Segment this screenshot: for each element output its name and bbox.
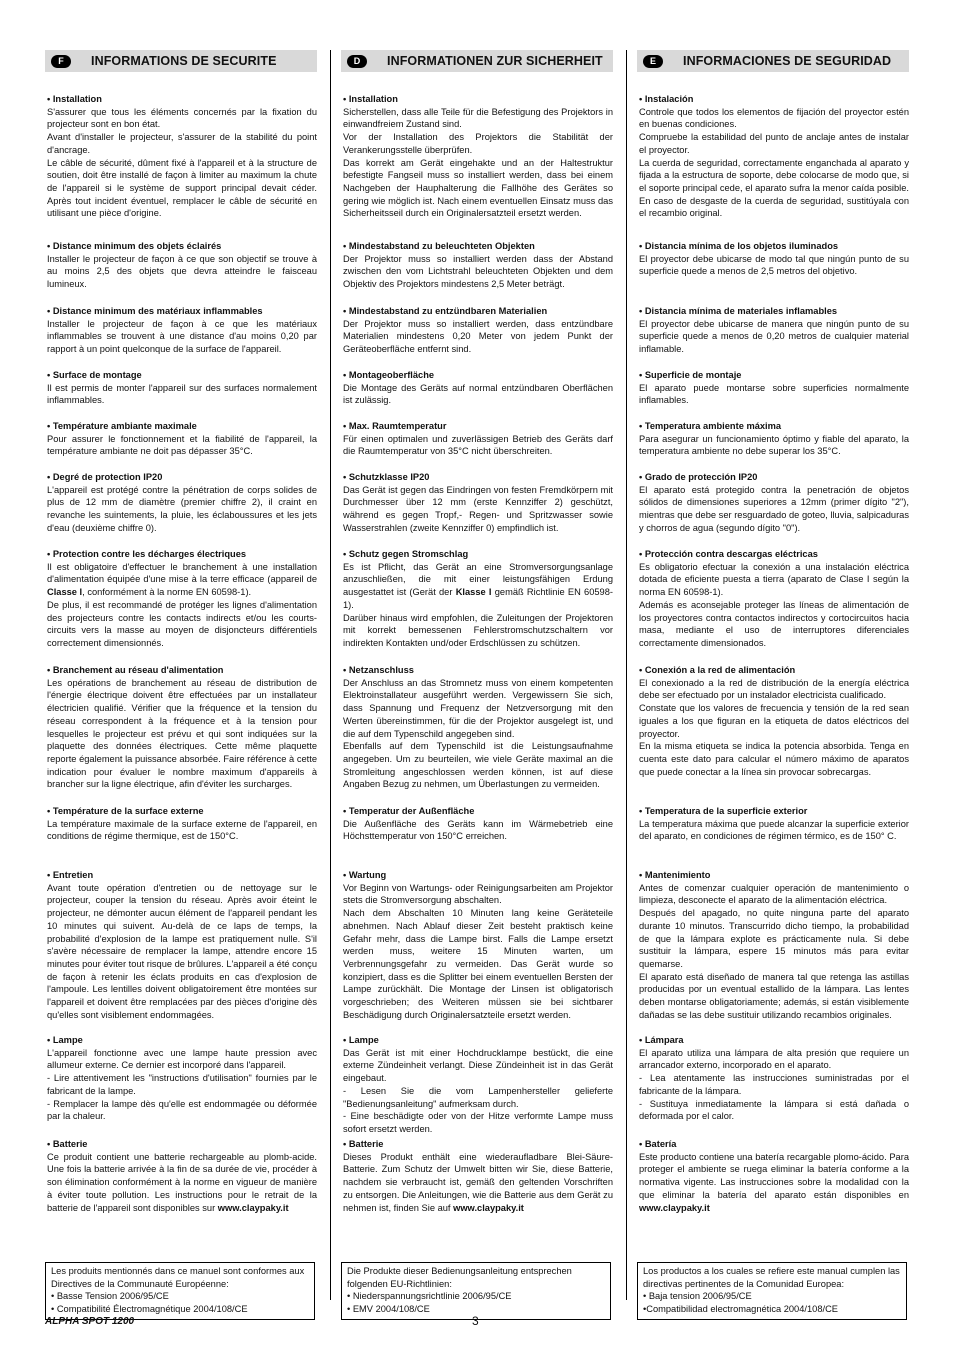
safety-section-text: Das Gerät ist gegen das Eindringen von festen Fremdkörpern mit Durchmesser über 12 mm (erste Kennziffer 2) geschützt, während es gegen Tropf,- Regen- und Spritzwasser sowie Wasserstrahlen (zweite Kennziffer 0) empfindlich ist. — [343, 484, 613, 533]
safety-section-title: • Wartung — [343, 870, 387, 880]
safety-section — [639, 240, 909, 278]
safety-section-text: Ce produit contient une batterie rechargeable au plomb-acide. Une fois la batterie arrivée à la fin de sa durée de vie, procéder à son élimination conformément à la norme en vigueur de manière à éviter toute pollution. Les instructions pour le retrait de la batterie de l'appareil sont disponibles sur www.claypaky.it — [47, 1151, 317, 1213]
safety-section-text: El proyector debe ubicarse de modo tal que ningún punto de su superficie quede a menos de 2,5 metros del objetivo. — [639, 253, 909, 277]
safety-section-title: • Batterie — [47, 1139, 88, 1149]
section-body — [45, 72, 317, 1315]
safety-section-title: • Schutz gegen Stromschlag — [343, 549, 469, 559]
safety-section-text: S'assurer que tous les éléments concernés par la fixation du projecteur sont en bon état. Avant d'installer le projecteur, s'assurer de la stabilité du point d'ancrage. Le câble de sécurité, dûment fixé à l'appareil et à la structure de soutien, doit être installé de façon à limiter au maximum la chute de l'appareil si le système de support principal devait céder. Après tout incident éventuel, remplacer le câble de sécurité en utilisant une pièce d'origine. — [47, 106, 317, 219]
safety-section-text: Installer le projecteur de façon à ce que les matériaux inflammables se trouvent à une distance d'au moins 0,20 par rapport à un point quelconque de la surface de l'appareil. — [47, 318, 317, 355]
safety-section-title: • Lampe — [47, 1035, 83, 1045]
compliance-notice — [45, 1262, 315, 1320]
safety-section — [47, 869, 317, 1021]
safety-section-text: Il est obligatoire d'effectuer le branchement à une installation d'alimentation équipée d'une mise à la terre efficace (appareil de Classe I, conformément à la norme EN 60598-1). De plus, il est recommandé de protéger les lignes d'alimentation des projecteurs contre les contacts indirects et/ou les courts-circuits vers la masse au moyen de disjoncteurs différentiels correctement dimensionnés. — [47, 561, 317, 648]
safety-section-text: Les opérations de branchement au réseau de distribution de l'énergie électrique doivent être effectuées par un installateur électricien qualifié. Vérifier que la fréquence et la tension du réseau correspondent à la fréquence et à la tension pour lesquelles le projecteur est prévu et qui sont indiquées sur la plaquette des données électriques. Cette même plaquette reporte également la puissance absorbée. Faire référence à cette indication pour évaluer le nombre maximum d'appareils à brancher sur la ligne électrique, afin d'éviter les surcharges. — [47, 677, 317, 790]
safety-section-text: Der Projektor muss so installiert werden dass der Abstand zwischen den vom Lichtstrahl beleuchteten Objekten und dem Objektiv des Projektors mindestens 2,5 Meter beträgt. — [343, 253, 613, 290]
safety-section-title: • Distancia mínima de los objetos iluminados — [639, 241, 839, 251]
safety-section-title: • Degré de protection IP20 — [47, 472, 163, 482]
safety-section-title: • Batería — [639, 1139, 677, 1149]
compliance-notice — [637, 1262, 907, 1320]
safety-section — [639, 664, 909, 778]
safety-section-text: L'appareil fonctionne avec une lampe haute pression avec allumeur externe. Ce dernier est incorporé dans l'appareil. - Lire attentivement les "instructions d'utilisation" fournies par le fabricant de la lampe. - Remplacer la lampe dès qu'elle est endommagée ou déformée par la chaleur. — [47, 1047, 317, 1122]
safety-section-text: Für einen optimalen und zuverlässigen Betrieb des Geräts darf die Raumtemperatur von 35°C nicht überschreiten. — [343, 433, 613, 457]
compliance-line: Los productos a los cuales se refiere este manual cumplen las directivas pertinentes de la Comunidad Europea: — [643, 1266, 900, 1289]
compliance-line: • Niederspannungsrichtlinie 2006/95/CE — [347, 1291, 512, 1302]
compliance-line: Die Produkte dieser Bedienungsanleitung entsprechen folgenden EU-Richtlinien: — [347, 1266, 572, 1289]
safety-section — [639, 1034, 909, 1123]
safety-section-title: • Surface de montage — [47, 370, 142, 380]
safety-section — [343, 548, 613, 650]
safety-section — [47, 471, 317, 535]
column-french — [45, 50, 317, 1315]
safety-section-title: • Instalación — [639, 94, 694, 104]
column-divider — [330, 50, 331, 1300]
safety-section-text: Dieses Produkt enthält eine wiederaufladbare Blei-Säure-Batterie. Zum Schutz der Umwelt bitten wir Sie, diese Batterie, nachdem sie verbraucht ist, gemäß den geltenden Vorschriften zu entsorgen. Die Anleitungen, wie die Batterie aus dem Gerät zu nehmen ist, finden Sie auf www.claypaky.it — [343, 1151, 613, 1213]
safety-section-title: • Netzanschluss — [343, 665, 414, 675]
safety-section-text: Sicherstellen, dass alle Teile für die Befestigung des Projektors in einwandfreiem Zustand sind. Vor der Installation des Projektors die Stabilität der Verankerungsstelle überprüfen. Das korrekt am Gerät eingehakte und an der Haltestruktur befestigte Fangseil muss so installiert werden, dass bei einem Nachgeben der Hauphalterung die Fallhöhe des Gerätes so gering wie möglich ist. Nach einem eventuellen Einsatz muss das Sicherheitsseil durch ein Originalersatzteil ersetzt werden. — [343, 106, 613, 219]
safety-section — [47, 369, 317, 407]
language-badge: E — [643, 55, 663, 68]
safety-section — [47, 664, 317, 791]
safety-section-title: • Grado de protección IP20 — [639, 472, 758, 482]
safety-section — [639, 548, 909, 650]
safety-section-title: • Mindestabstand zu entzündbaren Materialien — [343, 306, 548, 316]
safety-section-title: • Montageoberfläche — [343, 370, 435, 380]
safety-section-title: • Distancia mínima de materiales inflamables — [639, 306, 838, 316]
safety-section-title: • Température ambiante maximale — [47, 421, 197, 431]
safety-section-title: • Protección contra descargas eléctricas — [639, 549, 818, 559]
compliance-notice — [341, 1262, 611, 1320]
safety-section — [639, 805, 909, 843]
safety-section-title: • Installation — [47, 94, 102, 104]
safety-section-title: • Température de la surface externe — [47, 806, 204, 816]
safety-section — [343, 664, 613, 791]
safety-section — [343, 305, 613, 356]
safety-section-text: L'appareil est protégé contre la pénétration de corps solides de plus de 12 mm de diamètre (premier chiffre 2), il craint en revanche les suintements, la pluie, les éclaboussures et les jets d'eau (deuxième chiffre 0). — [47, 484, 317, 533]
safety-section-title: • Entretien — [47, 870, 94, 880]
safety-section-text: Este producto contiene una batería recargable plomo-ácido. Para proteger el ambiente se ruega eliminar la batería conforme a la normativa vigente. Las instrucciones sobre la modalidad con la que eliminar la batería del aparato están disponibles en www.claypaky.it — [639, 1151, 909, 1213]
compliance-line: •Compatibilidad electromagnética 2004/108/CE — [643, 1304, 838, 1315]
safety-section-text: El aparato está protegido contra la penetración de objetos sólidos de dimensiones superiores a 12mm (primer dígito "2"), mientras que debe ser resguardado de goteo, lluvia, salpicaduras y chorros de agua (segundo dígito "0"). — [639, 484, 909, 533]
safety-section-text: Vor Beginn von Wartungs- oder Reinigungsarbeiten am Projektor stets die Stromversorgung abschalten. Nach dem Abschalten 10 Minuten lang keine Geräteteile abnehmen. Nach Ablauf dieser Zeit besteht praktisch keine Gefahr mehr, dass die Lampe birst. Falls die Lampe ersetzt werden muss, weitere 15 Minuten warten, um Verbrennungsgefahr zu vermeiden. Das Gerät wurde so konzipiert, dass es die Splitter bei einem eventuellen Bersten der Lampe zurückhält. Die Montage der Linsen ist obligatorisch vorgeschrieben; des Weiteren müssen sie bei sichtbarer Beschädigung durch Originalersatzteile ersetzt werden. — [343, 882, 613, 1020]
safety-section-text: El proyector debe ubicarse de manera que ningún punto de su superficie quede a menos de 0,20 metros de cualquier material inflamable. — [639, 318, 909, 355]
safety-section — [639, 471, 909, 535]
safety-section-title: • Max. Raumtemperatur — [343, 421, 447, 431]
footer-brand: ALPHA SPOT 1200 — [45, 1316, 135, 1327]
safety-section — [639, 369, 909, 407]
safety-section-text: El aparato utiliza una lámpara de alta presión que requiere un arrancador externo, incorporado en el aparato. - Lea atentamente las instrucciones suministradas por el fabricante de la lámpara. - Sustituya inmediatamente la lámpara si está dañada o deformada por el calor. — [639, 1047, 909, 1122]
safety-section-text: La temperatura máxima que puede alcanzar la superficie exterior del aparato, en condiciones de régimen térmico, es de 150° C. — [639, 818, 909, 842]
section-heading: INFORMACIONES DE SEGURIDAD — [683, 54, 892, 68]
safety-section — [343, 93, 613, 220]
safety-section-title: • Temperatura de la superficie exterior — [639, 806, 808, 816]
safety-section-title: • Batterie — [343, 1139, 384, 1149]
safety-section-title: • Lampe — [343, 1035, 379, 1045]
safety-section-title: • Mindestabstand zu beleuchteten Objekten — [343, 241, 535, 251]
safety-section — [639, 93, 909, 220]
section-heading: INFORMATIONEN ZUR SICHERHEIT — [387, 54, 603, 68]
safety-section-title: • Superficie de montaje — [639, 370, 742, 380]
safety-section-text: La température maximale de la surface externe de l'appareil, en conditions de régime thermique, est de 150°C. — [47, 818, 317, 842]
safety-section-text: Para asegurar un funcionamiento óptimo y fiable del aparato, la temperatura ambiente no debe superar los 35°C. — [639, 433, 909, 457]
safety-section-title: • Mantenimiento — [639, 870, 711, 880]
safety-section-title: • Temperatur der Außenfläche — [343, 806, 475, 816]
safety-section-text: Der Projektor muss so installiert werden, dass entzündbare Materialien mindestens 0,20 Meter von jedem Punkt der Geräteoberfläche entfernt sind. — [343, 318, 613, 355]
safety-section-text: Es ist Pflicht, das Gerät an eine Stromversorgungsanlage anzuschließen, die mit einer leistungsfähigen Erdung ausgestattet ist (Gerät der Klasse I gemäß Richtlinie EN 60598-1). Darüber hinaus wird empfohlen, die Zuleitungen der Projektoren mit korrekt bemessenen Fehlerstromschutzschaltern vor indirekten Kontakten und/oder Erdschlüssen zu schützen. — [343, 561, 613, 648]
safety-section — [639, 1138, 909, 1214]
safety-section-text: Die Außenfläche des Geräts kann im Wärmebetrieb eine Höchsttemperatur von 150°C erreichen. — [343, 818, 613, 842]
compliance-line: • Basse Tension 2006/95/CE — [51, 1291, 169, 1302]
safety-section — [343, 240, 613, 291]
safety-section — [47, 548, 317, 650]
safety-section — [343, 471, 613, 535]
safety-section — [343, 369, 613, 407]
safety-section-text: Antes de comenzar cualquier operación de mantenimiento o limpieza, desconecte el aparato de la alimentación eléctrica. Después del apagado, no quite ninguna parte del aparato durante 10 minutos. Transcurrido dicho tiempo, la probabilidad de que la lámpara explote es prácticamente nula. Si debe sustituir la lámpara, espere 15 minutos más para evitar quemarse. El aparato está diseñado de manera tal que retenga las astillas producidas por un eventual estallido de la lámpara. Las lentes deben montarse obligatoriamente; además, si están visiblemente dañadas se las debe sustituir utilizando recambios originales. — [639, 882, 909, 1020]
safety-section-text: Il est permis de monter l'appareil sur des surfaces normalement inflammables. — [47, 382, 317, 406]
section-header — [341, 50, 613, 72]
safety-section — [47, 93, 317, 220]
safety-section-title: • Temperatura ambiente máxima — [639, 421, 782, 431]
safety-section-title: • Protection contre les décharges électriques — [47, 549, 247, 559]
safety-section-title: • Lámpara — [639, 1035, 684, 1045]
safety-section — [343, 869, 613, 1021]
safety-section-text: Der Anschluss an das Stromnetz muss von einem kompetenten Elektroinstallateur ausgeführt werden. Vergewissern Sie sich, dass Spannung und Frequenz der Netzversorgung mit den Werten übereinstimmen, für die der Projektor ausgelegt ist, und die auf dem Typenschild angegeben sind. Ebenfalls auf dem Typenschild ist die Leistungsaufnahme angegeben. Um zu beurteilen, wie viele Geräte maximal an die Stromleitung angeschlossen werden können, ist auf diese Angaben Bezug zu nehmen, um Überlastungen zu vermeiden. — [343, 677, 613, 790]
safety-section — [343, 1034, 613, 1136]
compliance-line: • Baja tension 2006/95/CE — [643, 1291, 752, 1302]
safety-section — [343, 805, 613, 843]
safety-section-text: Die Montage des Geräts auf normal entzündbaren Oberflächen ist zulässig. — [343, 382, 613, 406]
safety-section-text: Es obligatorio efectuar la conexión a una instalación eléctrica dotada de eficiente puesta a tierra (aparato de Clase I según la norma EN 60598-1). Además es aconsejable proteger las líneas de alimentación de los proyectores contra contactos indirectos y cortocircuitos hacia masa, mediante el uso de interruptores diferenciales correctamente dimensionados. — [639, 561, 909, 648]
page-number: 3 — [472, 1314, 479, 1328]
section-heading: INFORMATIONS DE SECURITE — [91, 54, 277, 68]
safety-section — [47, 1034, 317, 1123]
safety-section — [639, 305, 909, 356]
safety-section-title: • Branchement au réseau d'alimentation — [47, 665, 224, 675]
language-badge: D — [347, 55, 367, 68]
safety-section-title: • Installation — [343, 94, 398, 104]
compliance-line: • EMV 2004/108/CE — [347, 1304, 430, 1315]
section-header — [45, 50, 317, 72]
safety-section-text: El conexionado a la red de distribución de la energía eléctrica debe ser efectuado por un instalador electricista cualificado. Constate que los valores de frecuencia y tensión de la red sean iguales a los que figuran en la etiqueta de datos eléctricos del proyector. En la misma etiqueta se indica la potencia absorbida. Tenga en cuenta este dato para calcular el número máximo de aparatos que puede conectar a la línea sin provocar sobrecargas. — [639, 677, 909, 777]
safety-section — [343, 420, 613, 458]
safety-section — [47, 240, 317, 291]
safety-section-text: Controle que todos los elementos de fijación del proyector estén en buenas condiciones. Compruebe la estabilidad del punto de anclaje antes de instalar el proyector. La cuerda de seguridad, correctamente enganchada al aparato y fijada a la estructura de soporte, debe colocarse de modo que, si el soporte principal cede, el aparato sufra la menor caída posible. En caso de desgaste de la cuerda de seguridad, sustitúyala con el recambio original. — [639, 106, 909, 219]
column-divider — [626, 50, 627, 1300]
section-body — [341, 72, 613, 1315]
compliance-line: • Compatibilité Électromagnétique 2004/108/CE — [51, 1304, 248, 1315]
safety-section-text: Installer le projecteur de façon à ce que son objectif se trouve à au moins 2,5 des objets que devra atteindre le faisceau lumineux. — [47, 253, 317, 290]
column-german — [341, 50, 613, 1315]
safety-section-title: • Schutzklasse IP20 — [343, 472, 430, 482]
safety-section — [47, 1138, 317, 1214]
safety-section-text: El aparato puede montarse sobre superficies normalmente inflamables. — [639, 382, 909, 406]
safety-section — [639, 420, 909, 458]
language-badge: F — [51, 55, 71, 68]
safety-section — [47, 805, 317, 843]
safety-section-text: Avant toute opération d'entretien ou de nettoyage sur le projecteur, couper la tension du réseau. Après avoir éteint le projecteur, ne démonter aucun élément de l'appareil pendant les 10 minutes qui suivent. Au-delà de ce laps de temps, la probabilité d'explosion de la lampe est pratiquement nulle. S'il s'avère nécessaire de remplacer la lampe, attendre encore 15 minutes pour éviter tout risque de brûlures. L'appareil a été conçu de façon à retenir les éclats produits en cas d'explosion de l'ampoule. Les lentilles doivent obligatoirement être montées sur l'appareil et doivent être remplacées par des pièces d'origine dès qu'elles sont visiblement endommagées. — [47, 882, 317, 1020]
safety-section-title: • Distance minimum des objets éclairés — [47, 241, 222, 251]
safety-section-text: Pour assurer le fonctionnement et la fiabilité de l'appareil, la température ambiante ne doit pas dépasser 35°C. — [47, 433, 317, 457]
safety-section — [47, 420, 317, 458]
safety-section — [639, 869, 909, 1021]
safety-section-title: • Distance minimum des matériaux inflammables — [47, 306, 263, 316]
safety-section — [343, 1138, 613, 1214]
compliance-line: Les produits mentionnés dans ce manuel sont conformes aux Directives de la Communauté Européenne: — [51, 1266, 305, 1289]
column-spanish — [637, 50, 909, 1315]
section-body — [637, 72, 909, 1315]
safety-section — [47, 305, 317, 356]
safety-section-text: Das Gerät ist mit einer Hochdrucklampe bestückt, die eine externe Zündeinheit verlangt. Diese Zündeinheit ist in das Gerät eingebaut. - Lesen Sie die vom Lampenhersteller gelieferte "Bedienungsanleitung" aufmerksam durch. - Eine beschädigte oder von der Hitze verformte Lampe muss sofort ersetzt werden. — [343, 1047, 613, 1134]
section-header — [637, 50, 909, 72]
safety-section-title: • Conexión a la red de alimentación — [639, 665, 796, 675]
